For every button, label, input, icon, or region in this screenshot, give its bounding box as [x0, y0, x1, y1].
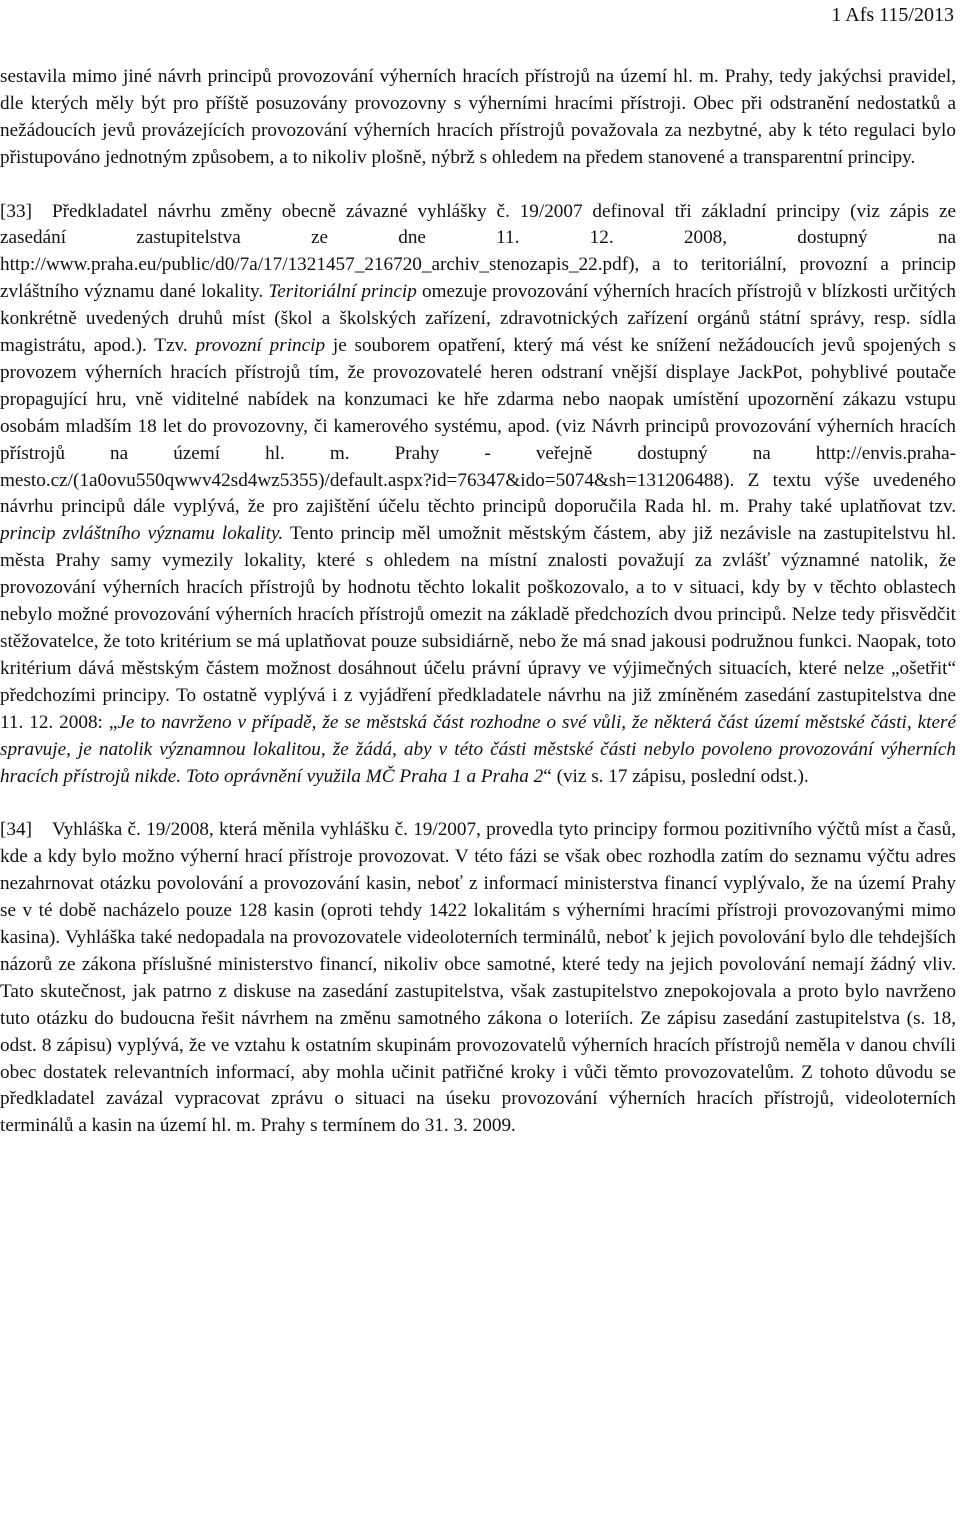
paragraph-number-33: [33]: [0, 200, 32, 222]
paragraph-33-text-2: omezuje provozování výherních hracích přístrojů v blízkosti určitých konkrétně uvedených druhů míst (škol a školských zařízení, zdravotnických zařízení orgánů státní správy, resp. sídla magistrátu, apod.). Tzv.: [0, 281, 956, 357]
paragraph-33: [0, 199, 956, 791]
paragraph-33-text-5: “ (viz s. 17 zápisu, poslední odst.).: [543, 765, 809, 787]
paragraph-34: [0, 817, 956, 1140]
paragraph-number-34: [34]: [0, 819, 32, 841]
paragraph-33-text-4: Tento princip měl umožnit městským částem, aby již nezávisle na zastupitelstvu hl. města Prahy samy vymezily lokality, které s ohledem na místní znalosti považují za zvlášť významné natolik, že provozování výherních hracích přístrojů by hodnotu těchto lokalit poškozovalo, a to v situaci, kdy by v těchto oblastech nebylo možné provozování výherních hracích přístrojů omezit na základě předchozích dvou principů. Nelze tedy přisvědčit stěžovatelce, že toto kritérium se má uplatňovat pouze subsidiárně, nebo že má snad jakousi podružnou funkci. Naopak, toto kritérium dává městským částem možnost dosáhnout účelu právní úpravy ve výjimečných situacích, které nelze „ošetřit“ předchozími principy. To ostatně vyplývá i z vyjádření předkladatele návrhu na již zmíněném zasedání zastupitelstva dne 11. 12. 2008: „: [0, 523, 956, 733]
paragraph-intro: sestavila mimo jiné návrh principů provozování výherních hracích přístrojů na území hl. m. Prahy, tedy jakýchsi pravidel, dle kterých měly být pro příště posuzovány provozovny s výherními hracími přístroji. Obec při odstranění nedostatků a nežádoucích jevů provázejících provozování výherních hracích přístrojů považovala za nezbytné, aby k této regulaci bylo přistupováno jednotným způsobem, a to nikoliv plošně, nýbrž s ohledem na předem stanovené a transparentní principy.: [0, 66, 956, 168]
paragraph-spacer: [0, 172, 956, 199]
paragraph-33-italic-territorial: Teritoriální princip: [268, 281, 417, 303]
paragraph-33-text-1: Předkladatel návrhu změny obecně závazné vyhlášky č. 19/2007 definoval tři základní principy (viz zápis ze zasedání zastupitelstva ze dne 11. 12. 2008, dostupný na http://www.praha.eu/public/d0/7a/17/1321457_216720_archiv_stenozapis_22.pdf), a to teritoriální, provozní a princip zvláštního významu dané lokality.: [0, 200, 956, 303]
paragraph-33-italic-operational: provozní princip: [195, 335, 326, 357]
paragraph-34-text: Vyhláška č. 19/2008, která měnila vyhlášku č. 19/2007, provedla tyto principy formou pozitivního výčtů míst a časů, kde a kdy bylo možno výherní hrací přístroje provozovat. V této fázi se však obec rozhodla zatím do seznamu výčtu adres nezahrnovat otázku povolování a provozování kasin, neboť z informací ministerstva financí vyplývalo, že na území Prahy se v té době nacházelo pouze 128 kasin (oproti tehdy 1422 lokalitám s výherními hracími přístroji provozovanými mimo kasina). Vyhláška také nedopadala na provozovatele videoloterních terminálů, neboť k jejich povolování bylo dle tehdejších názorů ze zákona příslušné ministerstvo financí, nikoliv obce samotné, které tedy na jejich povolování nemají žádný vliv. Tato skutečnost, jak patrno z diskuse na zasedání zastupitelstva, však zastupitelstvo znepokojovala a proto bylo navrženo tuto otázku do budoucna řešit návrhem na změnu samotného zákona o loteriích. Ze zápisu zasedání zastupitelstva (s. 18, odst. 8 zápisu) vyplývá, že ve vztahu k ostatním skupinám provozovatelů výherních hracích přístrojů neměla v danou chvíli obec dostatek relevantních informací, aby mohla učinit patřičné kroky i vůči těmto provozovatelům. Z tohoto důvodu se předkladatel zavázal vypracovat zprávu o situaci na úseku provozování výherních hracích přístrojů, videoloterních terminálů a kasin na území hl. m. Prahy s termínem do 31. 3. 2009.: [0, 819, 956, 1137]
paragraph-spacer: [0, 790, 956, 817]
paragraph-33-italic-quote: Je to navrženo v případě, že se městská část rozhodne o své vůli, že některá část území městské části, které spravuje, je natolik významnou lokalitou, že žádá, aby v této části městské části nebylo povoleno provozování výherních hracích přístrojů nikde. Toto oprávnění využila MČ Praha 1 a Praha 2: [0, 711, 956, 787]
paragraph-33-text-3: je souborem opatření, který má vést ke snížení nežádoucích jevů spojených s provozem výherních hracích přístrojů tím, že provozovatelé heren odstraní vnější displaye JackPot, pohyblivé poutače propagující hru, vně viditelné nabídek na konzumaci ke hře zdarma nebo naopak umístění upozornění zákazu vstupu osobám mladším 18 let do provozovny, či kamerového systému, apod. (viz Návrh principů provozování výherních hracích přístrojů na území hl. m. Prahy - veřejně dostupný na http://envis.praha-mesto.cz/(1a0ovu550qwwv42sd4wz5355)/default.aspx?id=76347&ido=5074&sh=131206488). Z textu výše uvedeného návrhu principů dále vyplývá, že pro zajištění účelu těchto principů doporučila Rada hl. m. Prahy také uplatňovat tzv.: [0, 335, 956, 518]
paragraph-33-italic-special-significance: princip zvláštního významu lokality.: [0, 523, 284, 545]
document-body: [0, 64, 956, 1140]
case-number-header: 1 Afs 115/2013: [831, 4, 954, 26]
